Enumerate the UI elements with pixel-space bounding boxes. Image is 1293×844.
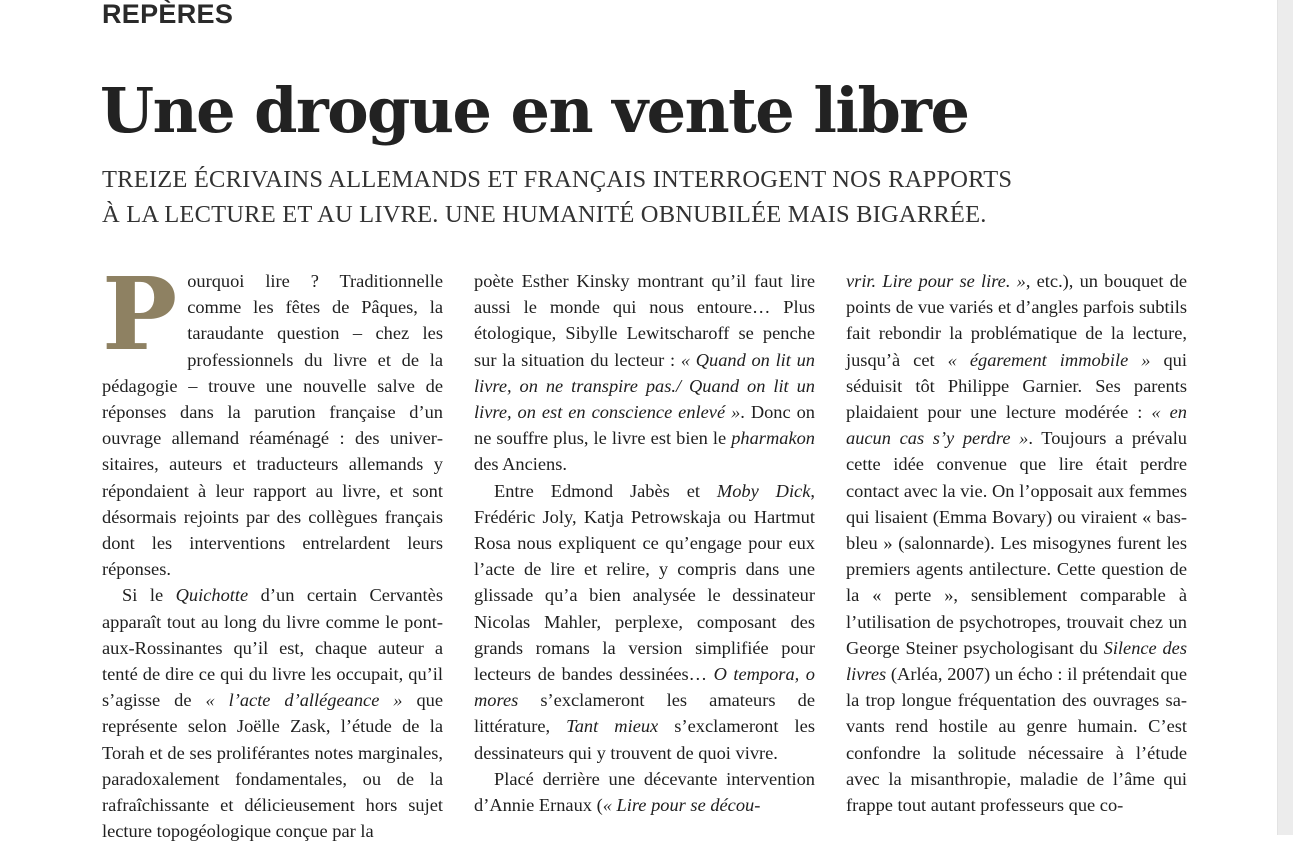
article-headline: Une drogue en vente libre [100, 74, 969, 147]
paragraph [102, 255, 443, 582]
article-deck [102, 162, 1102, 232]
quote: « Lire pour se décou- [602, 795, 761, 816]
article-column-1 [102, 255, 444, 844]
paragraph-text: Entre Edmond Jabès et [494, 480, 717, 501]
deck-line: À LA LECTURE ET AU LIVRE. UNE HUMANITÉ OBNUBILÉE MAIS BIGARRÉE. [102, 201, 987, 228]
deck-line: TREIZE ÉCRIVAINS ALLEMANDS ET FRANÇAIS INTERROGENT NOS RAPPORTS [102, 166, 1013, 193]
quote: « l’acte d’allégeance » [205, 690, 403, 711]
paragraph [474, 478, 815, 766]
paragraph-text: poète Esther Kinsky montrant qu’il faut lire aussi le monde qui nous entoure… Plus étologique, Sibylle Lewitscharoff se penche sur la situation du lecteur : [474, 271, 815, 370]
article-column-2 [474, 268, 815, 818]
paragraph-text: Placé derrière une décevante intervention d’Annie Ernaux ( [474, 768, 815, 816]
paragraph-text: s’exclameront les dessinateurs qui y trouvent de quoi vivre. [474, 716, 815, 763]
paragraph-text: s’exclameront les amateurs de littérature, [474, 690, 815, 737]
quote: « en aucun cas s’y perdre » [846, 402, 1187, 449]
book-title: Quichotte [175, 585, 249, 606]
term: pharmakon [731, 428, 815, 449]
paragraph-text: Si le [122, 585, 176, 606]
quote: Tant mieux [566, 716, 659, 737]
paragraph-text: . Toujours a prévalu cette idée convenue que lire était perdre contact avec la vie. On l’opposait aux femmes qui lisaient (Emma Bovary) ou viraient « bas-bleu » (salonnarde). Les misogynes furent les premiers agents antilecture. Cette question de la « perte », sensiblement comparable à l’utilisation de psychotropes, trouvait chez un George Steiner psychologisant du [846, 428, 1187, 658]
latin-phrase: O tempora, o mores [474, 664, 815, 711]
paragraph-text: . Donc on ne souffre plus, le livre est bien le [474, 402, 815, 449]
paragraph-text: que représente selon Joëlle Zask, l’étude de la Torah et de ses proliférantes notes marginales, paradoxalement fondamentales, ou de la rafraîchissante et délicieusement hors sujet lecture topogéologique conçue par la [102, 690, 444, 842]
paragraph [846, 268, 1187, 818]
quote: « égarement immobile » [947, 349, 1151, 370]
article-column-3 [846, 268, 1187, 818]
paragraph [102, 582, 443, 844]
paragraph-text: d’un certain Cervantès apparaît tout au long du livre comme le pont-aux-Rossinantes qu’il est, chaque auteur a tenté de dire ce qui du livre les occupait, qu’il s’agisse de [102, 585, 443, 711]
paragraph-text: , Frédéric Joly, Katja Petrowskaja ou Hartmut Rosa nous expliquent ce qu’engage pour eux l’acte de lire et relire, y compris dans une glissade qu’a bien analysée le dessinateur Nicolas Mahler, perplexe, composant des grands romans la version simplifiée pour lecteurs de bandes dessinées… [474, 480, 815, 685]
book-title: Moby Dick [716, 480, 811, 501]
paragraph-text: des Anciens. [474, 454, 567, 475]
vertical-scrollbar[interactable] [1277, 0, 1293, 835]
drop-cap: P [102, 255, 178, 373]
paragraph-text: qui séduisit tôt Philippe Garnier. Ses parents plaidaient pour une lecture modérée : [846, 349, 1187, 423]
book-title: Silence des livres [846, 637, 1187, 685]
paragraph [474, 268, 815, 478]
paragraph [474, 766, 815, 818]
paragraph-text: , etc.), un bouquet de points de vue variés et d’angles parfois subtils fait rebondir la problématique de la lecture, jusqu’à cet [846, 271, 1187, 370]
paragraph-text: ourquoi lire ? Traditionnelle comme les fêtes de Pâques, la taraudante question – chez les professionnels du livre et de la pédagogie – trouve une nouvelle salve de réponses dans la parution française d’un ouvrage allemand réaménagé : des universitaires, auteurs et traducteurs allemands y répondaient à leur rapport au livre, et sont désormais rejoints par des collègues français dont les interventions entrelardent leurs réponses. [102, 271, 443, 580]
quote: vrir. Lire pour se lire. » [846, 271, 1026, 291]
section-rubric: REPÈRES [102, 0, 234, 29]
quote: « Quand on lit un livre, on ne transpire pas./ Quand on lit un livre, on est en conscience enlevé » [474, 349, 815, 423]
paragraph-text: (Arléa, 2007) un écho : il prétendait que la trop longue fréquentation des ouvrages savants rend hostile au genre humain. C’est confondre la solitude nécessaire à l’étude avec la misanthropie, maladie de l’âme qui frappe tout autant professeurs que co- [846, 664, 1187, 816]
